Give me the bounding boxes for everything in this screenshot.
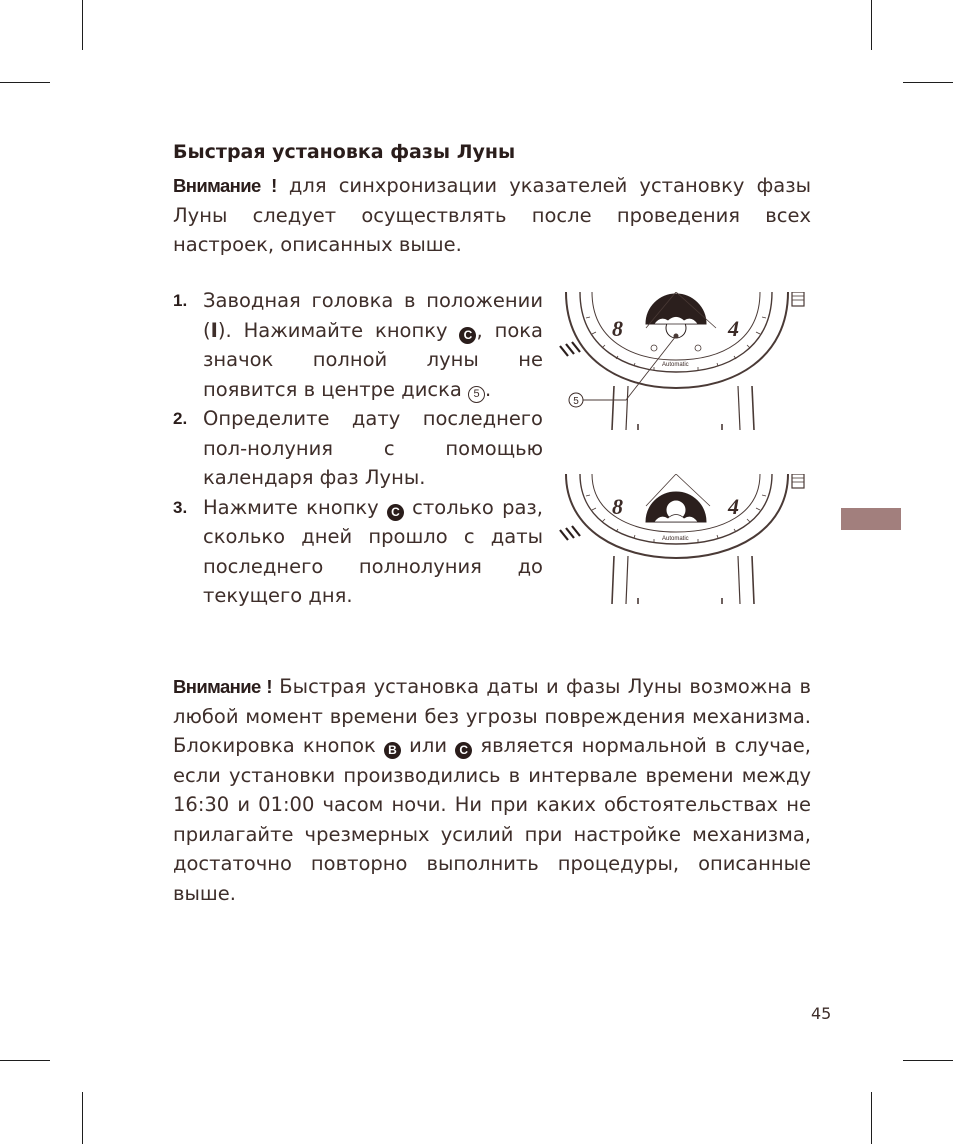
attention-text: для синхронизации указателей установку фазы Луны следует осуществлять после проведения всех настроек, описанных выше. [173,174,812,256]
step-3 [173,493,543,611]
step-number: 3. [173,497,188,517]
step-number: 2. [173,409,188,428]
attention-label: Внимание ! [173,676,272,697]
button-c-icon: C [459,327,476,344]
section-tab [841,508,901,530]
crop-mark [0,82,50,83]
crop-mark [903,1060,953,1061]
section-title: Быстрая установка фазы Луны [173,141,516,163]
callout-5: 5 [573,396,579,407]
step-text: столько раз, сколько дней прошло с даты последнего полнолуния до текущего дня. [203,495,543,607]
step-2 [173,404,543,493]
dial-numeral-8: 8 [612,316,623,341]
step-text: Заводная головка в положении ( [203,289,543,342]
attention-label: Внимание ! [173,175,277,196]
button-b-icon: B [384,742,401,759]
step-text: ). Нажимайте кнопку [217,318,460,342]
watch-illustration-full-moon [550,288,820,436]
watch-illustration-step-3 [550,470,820,610]
attention-text: является нормальной в случае, если установки производились в интервале времени между 16:30 и 01:00 часом ночи. Ни при каких обстоятельствах не прилагайте чрезмерных усилий при настройке механизма, достаточно повторно выполнить процедуры, описанные выше. [173,734,811,905]
crop-mark [82,1092,83,1144]
step-text: Нажмите кнопку [203,495,387,519]
crown-position: I [210,318,218,342]
attention-note-2 [173,672,811,908]
steps-list [173,286,543,611]
ref-5-icon: 5 [468,386,485,403]
crop-mark [871,1092,872,1144]
crop-mark [0,1060,50,1061]
crop-mark [871,0,872,50]
attention-text: Быстрая установка даты и фазы Луны возможна в любой момент времени без угрозы повреждения механизма. Блокировка кнопок [173,675,811,757]
dial-automatic-text: Automatic [662,362,689,368]
dial-numeral-4: 4 [728,316,739,341]
attention-text: или [401,734,456,757]
step-1 [173,286,543,404]
dial-numeral-8: 8 [612,494,623,519]
dial-numeral-4: 4 [728,494,739,519]
step-text: . [485,377,492,401]
page-number: 45 [811,1004,832,1023]
dial-automatic-text: Automatic [662,536,689,542]
step-text: , пока значок полной луны не появится в центре диска [203,318,543,401]
attention-note [173,171,811,260]
crop-mark [903,82,953,83]
crop-mark [82,0,83,50]
step-text: Определите дату последнего пол-нолуния с помощью календаря фаз Луны. [203,407,543,489]
step-number: 1. [173,291,188,310]
button-c-icon: C [387,504,404,521]
button-c-icon: C [455,742,472,759]
